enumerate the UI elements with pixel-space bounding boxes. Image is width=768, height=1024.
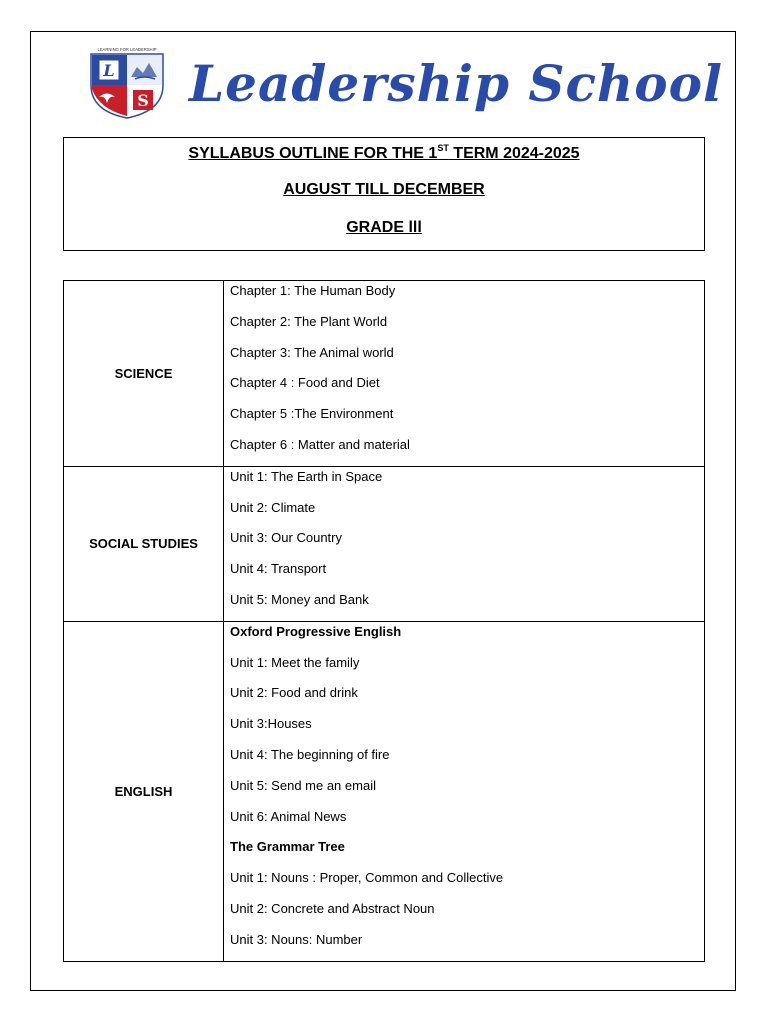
topic-item: Chapter 4 : Food and Diet <box>230 375 380 391</box>
topic-item: Unit 3:Houses <box>230 716 312 732</box>
school-header <box>87 45 723 120</box>
topic-item: Unit 2: Concrete and Abstract Noun <box>230 900 435 916</box>
subject-row <box>64 621 705 961</box>
topic-item: Unit 1: Nouns : Proper, Common and Collective <box>230 870 504 886</box>
topic-heading: The Grammar Tree <box>230 839 345 855</box>
crest-letter-l: L <box>103 61 115 80</box>
topic-item: Unit 5: Send me an email <box>230 777 376 793</box>
crest-letter-s: S <box>137 91 149 110</box>
topic-item: Chapter 2: The Plant World <box>230 313 388 329</box>
subject-name: SCIENCE <box>64 281 224 467</box>
crest-motto: LEARNING FOR LEADERSHIP <box>97 47 157 52</box>
topic-item: Chapter 1: The Human Body <box>230 283 396 298</box>
subject-row <box>64 281 705 467</box>
topic-item: Unit 3: Nouns: Number <box>230 931 363 947</box>
topic-item: Unit 1: The Earth in Space <box>230 468 383 484</box>
grade-label: GRADE lll <box>346 219 422 236</box>
school-name: Leadership School <box>189 54 723 113</box>
topic-item: Unit 4: Transport <box>230 561 327 577</box>
topic-item: Unit 6: Animal News <box>230 808 347 824</box>
topic-item: Unit 2: Climate <box>230 499 316 515</box>
school-crest-logo <box>87 45 167 120</box>
topic-heading: Oxford Progressive English <box>230 623 402 639</box>
topic-item: Unit 4: The beginning of fire <box>230 746 390 762</box>
topic-item: Chapter 3: The Animal world <box>230 344 394 360</box>
topic-item: Unit 5: Money and Bank <box>230 591 369 607</box>
topic-item: Chapter 6 : Matter and material <box>230 436 410 452</box>
syllabus-title: SYLLABUS OUTLINE FOR THE 1ST TERM 2024-2025 <box>188 143 580 162</box>
term-months: AUGUST TILL DECEMBER <box>283 181 485 198</box>
title-box <box>63 137 705 251</box>
syllabus-table <box>63 280 705 962</box>
topic-list <box>224 466 705 621</box>
topic-item: Chapter 5 :The Environment <box>230 406 394 422</box>
subject-row <box>64 466 705 621</box>
topic-item: Unit 2: Food and drink <box>230 685 358 701</box>
topic-list <box>224 621 705 961</box>
topic-item: Unit 1: Meet the family <box>230 654 360 670</box>
subject-name: ENGLISH <box>64 621 224 961</box>
topic-list <box>224 281 705 467</box>
subject-name: SOCIAL STUDIES <box>64 466 224 621</box>
topic-item: Unit 3: Our Country <box>230 530 342 546</box>
